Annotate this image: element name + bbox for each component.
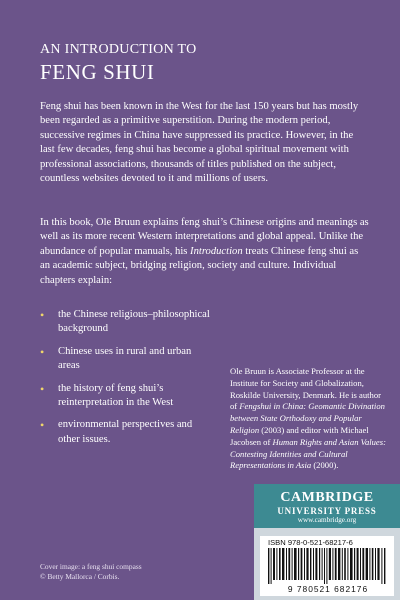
list-item [40, 345, 210, 374]
bio-book-title-1: Fengshui in China: Geomantic Divination between State Orthodoxy and Popular Religion [230, 401, 385, 435]
bullet-icon: • [40, 308, 45, 322]
bullet-icon: • [40, 381, 45, 396]
title-prefix: AN INTRODUCTION TO [40, 42, 197, 57]
publisher-subname: UNIVERSITY PRESS [277, 506, 377, 516]
cover-credit [40, 562, 190, 582]
book-title: FENG SHUI [40, 60, 155, 84]
credit-line-1: Cover image: a feng shui compass [40, 562, 142, 571]
list-item [40, 382, 210, 411]
bullet-icon: • [40, 418, 45, 433]
paragraph-2-text-a: In this book, Ole Bruun explains feng shui’s Chinese origins and meanings as well as its more recent Western interpretations and global appeal. Unlike the abundance of popular manuals, his [40, 217, 369, 257]
paragraph-2-text-b: treats Chinese feng shui as an academic subject, bridging religion, society and culture. Individual chapters explain: [40, 245, 359, 286]
chapter-list [40, 308, 210, 455]
publisher-logo [254, 484, 400, 528]
publisher-name: CAMBRIDGE [280, 490, 374, 505]
chapter-item-text: Chinese uses in rural and urban areas [58, 345, 192, 372]
list-item [40, 308, 210, 337]
bio-text-a: Ole Bruun is Associate Professor at the Institute for Society and Globalization, Roskilde University, Denmark. He is author of [230, 366, 381, 412]
bio-book-title-2: Human Rights and Asian Values: Contesting Identities and Cultural Representations in Asia [230, 436, 386, 471]
chapter-item-text: the Chinese religious–philosophical background [58, 309, 210, 335]
description-paragraph-2 [40, 216, 370, 288]
barcode-icon [268, 548, 386, 584]
description-paragraph-1: Feng shui has been known in the West for the last 150 years but has mostly been regarded as a primitive superstition. During the modern period, successive regimes in China have suppressed its practice. However, in the last few decades, feng shui has become a global spiritual movement with professional associations, thousands of titles published on the subject, countless websites devoted to it and millions of users. [40, 101, 359, 185]
author-bio [230, 366, 390, 472]
barcode-box [260, 536, 394, 596]
chapter-item-text: the history of feng shui’s reinterpretation in the West [58, 382, 174, 409]
chapter-item-text: environmental perspectives and other issues. [58, 419, 193, 445]
credit-line-2: © Betty Mallorca / Corbis. [40, 572, 120, 581]
publisher-url: www.cambridge.org [297, 516, 357, 524]
bullet-icon: • [40, 344, 45, 359]
barcode-number: 9 780521 682176 [287, 584, 369, 594]
bio-text-e: (2000). [311, 460, 339, 471]
list-item [40, 418, 210, 447]
publisher-block [254, 484, 400, 600]
paragraph-2-italic: Introduction [190, 245, 243, 257]
isbn-label: ISBN 978-0-521-68217-6 [268, 538, 353, 547]
bio-text-c: (2003) and editor with Michael Jacobsen of [230, 424, 369, 447]
